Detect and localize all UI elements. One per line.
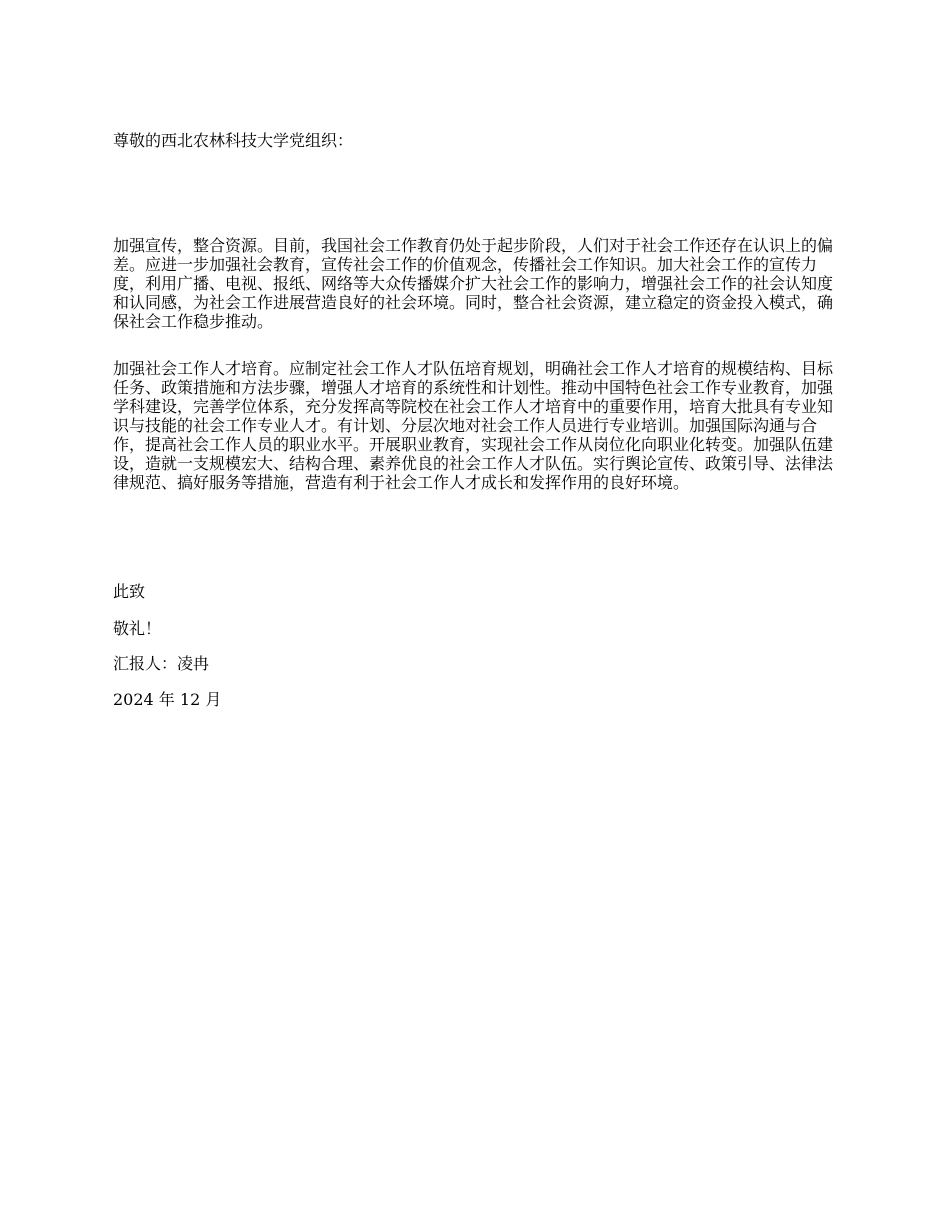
closing-line: 此致 <box>113 582 146 601</box>
regards-line: 敬礼！ <box>113 619 162 638</box>
body-paragraph: 加强社会工作人才培育。应制定社会工作人才队伍培育规划，明确社会工作人才培育的规模结构、目标任务、政策措施和方法步骤，增强人才培育的系统性和计划性。推动中国特色社会工作专业教育，加强学科建设，完善学位体系，充分发挥高等院校在社会工作人才培育中的重要作用，培育大批具有专业知识与技能的社会工作专业人才。有计划、分层次地对社会工作人员进行专业培训。加强国际沟通与合作，提高社会工作人员的职业水平。开展职业教育，实现社会工作从岗位化向职业化转变。加强队伍建设，造就一支规模宏大、结构合理、素养优良的社会工作人才队伍。实行舆论宣传、政策引导、法律法律规范、搞好服务等措施，营造有利于社会工作人才成长和发挥作用的良好环境。 <box>113 359 834 492</box>
reporter-signature: 汇报人：凌冉 <box>113 654 210 673</box>
salutation: 尊敬的西北农林科技大学党组织： <box>113 131 354 150</box>
letter-date: 2024 年 12 月 <box>113 690 222 709</box>
body-paragraph: 加强宣传，整合资源。目前，我国社会工作教育仍处于起步阶段，人们对于社会工作还存在认识上的偏差。应进一步加强社会教育，宣传社会工作的价值观念，传播社会工作知识。加大社会工作的宣传力度，利用广播、电视、报纸、网络等大众传播媒介扩大社会工作的影响力，增强社会工作的社会认知度和认同感，为社会工作进展营造良好的社会环境。同时，整合社会资源，建立稳定的资金投入模式，确保社会工作稳步推动。 <box>113 236 834 331</box>
